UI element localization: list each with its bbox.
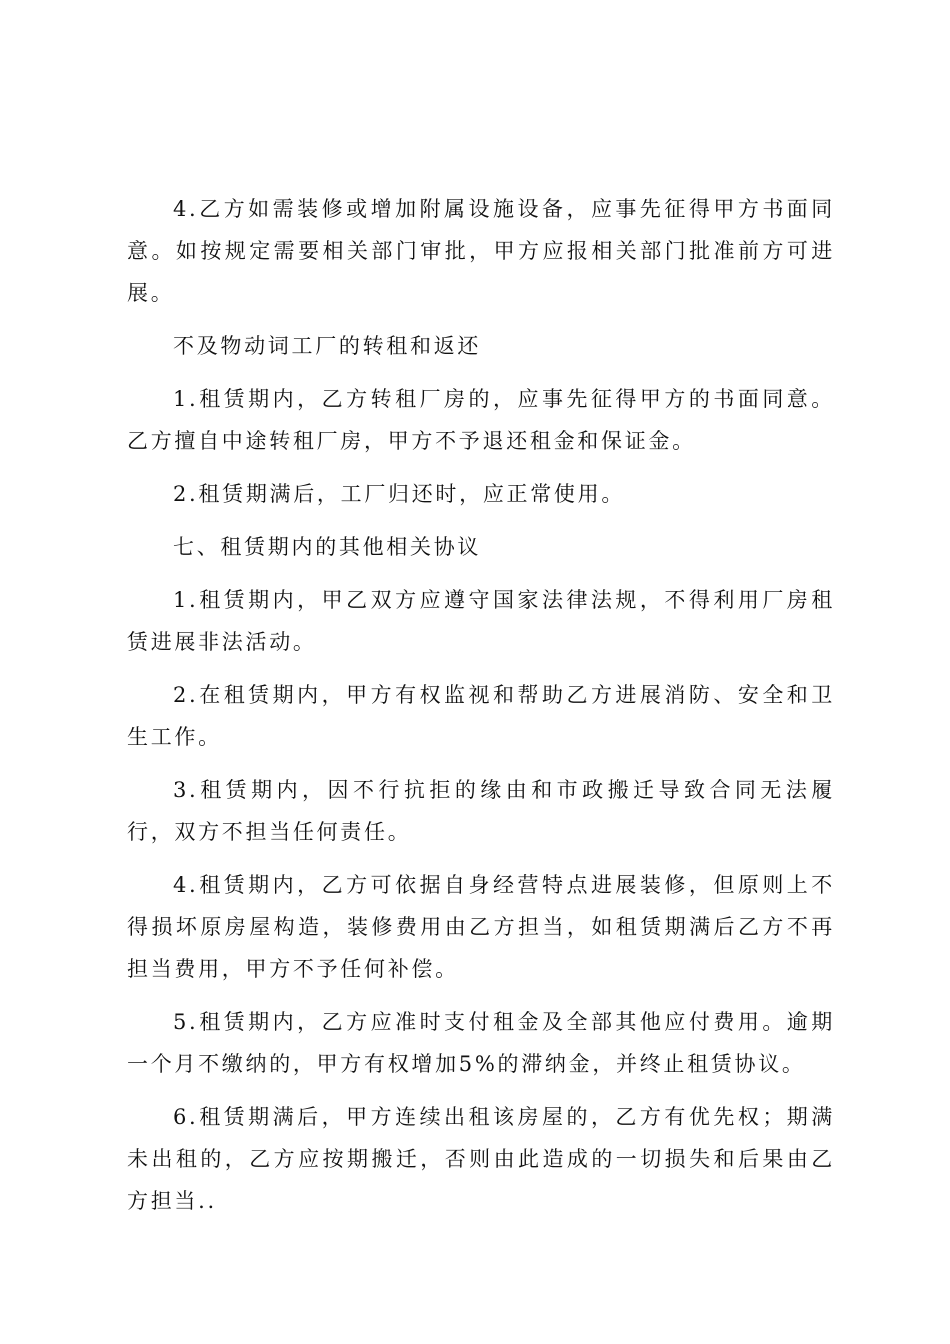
paragraph-other-6: 6.租赁期满后，甲方连续出租该房屋的，乙方有优先权；期满未出租的，乙方应按期搬迁，否则由此造成的一切损失和后果由乙方担当.. xyxy=(127,1105,835,1213)
paragraph-sublease-2: 2.租赁期满后，工厂归还时，应正常使用。 xyxy=(173,482,626,506)
paragraph-sublease-1: 1.租赁期内，乙方转租厂房的，应事先征得甲方的书面同意。乙方擅自中途转租厂房，甲方不予退还租金和保证金。 xyxy=(127,387,835,453)
section-heading-other-agreements: 七、租赁期内的其他相关协议 xyxy=(173,535,482,559)
paragraph-other-4: 4.租赁期内，乙方可依据自身经营特点进展装修，但原则上不得损坏原房屋构造，装修费用由乙方担当，如租赁期满后乙方不再担当费用，甲方不予任何补偿。 xyxy=(127,873,835,981)
paragraph-other-1: 1.租赁期内，甲乙双方应遵守国家法律法规，不得利用厂房租赁进展非法活动。 xyxy=(127,588,835,654)
section-heading-sublease: 不及物动词工厂的转租和返还 xyxy=(173,334,482,358)
paragraph-clause-4-renovation: 4.乙方如需装修或增加附属设施设备，应事先征得甲方书面同意。如按规定需要相关部门审批，甲方应报相关部门批准前方可进展。 xyxy=(127,197,835,305)
document-body xyxy=(127,188,835,1222)
paragraph-other-5: 5.租赁期内，乙方应准时支付租金及全部其他应付费用。逾期一个月不缴纳的，甲方有权增加5%的滞纳金，并终止租赁协议。 xyxy=(127,1010,835,1076)
paragraph-other-2: 2.在租赁期内，甲方有权监视和帮助乙方进展消防、安全和卫生工作。 xyxy=(127,683,835,749)
paragraph-other-3: 3.租赁期内，因不行抗拒的缘由和市政搬迁导致合同无法履行，双方不担当任何责任。 xyxy=(127,778,835,844)
